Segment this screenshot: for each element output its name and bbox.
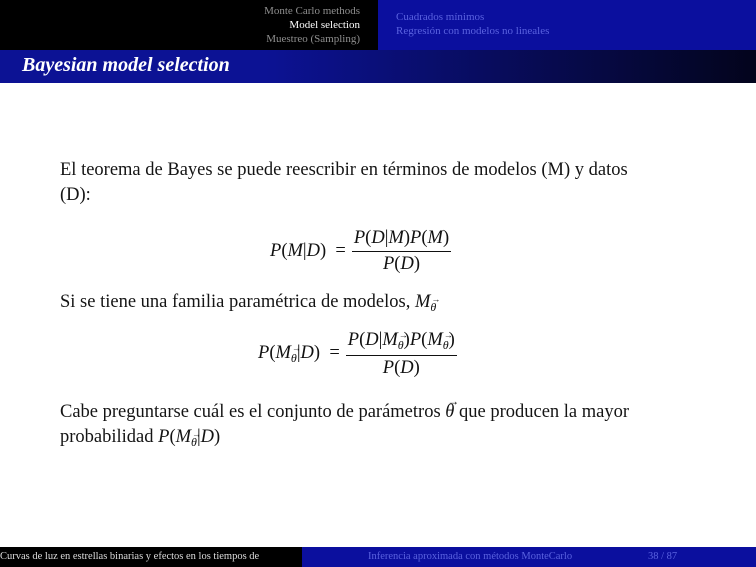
theta-vector-symbol: → θ xyxy=(445,400,454,425)
footer-subtitle: Inferencia aproximada con métodos MonteCarlo xyxy=(368,551,573,562)
footer-left xyxy=(0,547,302,567)
paragraph-question-text2: que producen la mayor xyxy=(459,402,630,422)
nav-section-regresion[interactable]: Regresión con modelos no lineales xyxy=(396,25,550,37)
probability-expression: P(M→ $_\theta$|D) xyxy=(158,427,220,447)
paragraph-bayes-line1: El teorema de Bayes se puede reescribir en términos de modelos (M) y datos xyxy=(60,160,628,180)
nav-section-cuadrados[interactable]: Cuadrados mínimos xyxy=(396,11,485,23)
nav-section-muestreo[interactable]: Muestreo (Sampling) xyxy=(266,33,360,45)
paragraph-family xyxy=(60,290,436,320)
footer-bar xyxy=(0,547,756,567)
footer-talk-title: Curvas de luz en estrellas binarias y efectos en los tiempos de xyxy=(0,551,260,562)
model-theta-symbol: M→ $_\theta$ xyxy=(415,292,436,312)
paragraph-question xyxy=(60,400,629,455)
paragraph-question-text1: Cabe preguntarse cuál es el conjunto de parámetros xyxy=(60,402,441,422)
footer-right xyxy=(302,547,756,567)
paragraph-bayes-line2: (D): xyxy=(60,185,91,205)
section-nav-right xyxy=(378,0,756,50)
frame-title-bar xyxy=(0,50,756,83)
footer-page-number: 38 / 87 xyxy=(648,551,678,562)
nav-section-monte-carlo[interactable]: Monte Carlo methods xyxy=(264,5,360,17)
frame-title: Bayesian model selection xyxy=(22,54,230,76)
paragraph-bayes xyxy=(60,158,628,208)
section-navigation xyxy=(0,0,756,50)
equation-bayes-models: P(M|D) = $\frac{P(D|M)P(M)}{P(D)}$ xyxy=(270,228,450,274)
nav-section-model-selection[interactable]: Model selection xyxy=(289,19,360,31)
paragraph-family-text: Si se tiene una familia paramétrica de modelos, xyxy=(60,292,411,312)
paragraph-question-text3: probabilidad xyxy=(60,427,154,447)
equation-bayes-theta: P(M→ $_\theta$|D) = $\frac{P(D|M\to _\theta)P(M\to _\theta)}{P(D)}$ xyxy=(258,330,457,379)
section-nav-left xyxy=(0,0,378,50)
